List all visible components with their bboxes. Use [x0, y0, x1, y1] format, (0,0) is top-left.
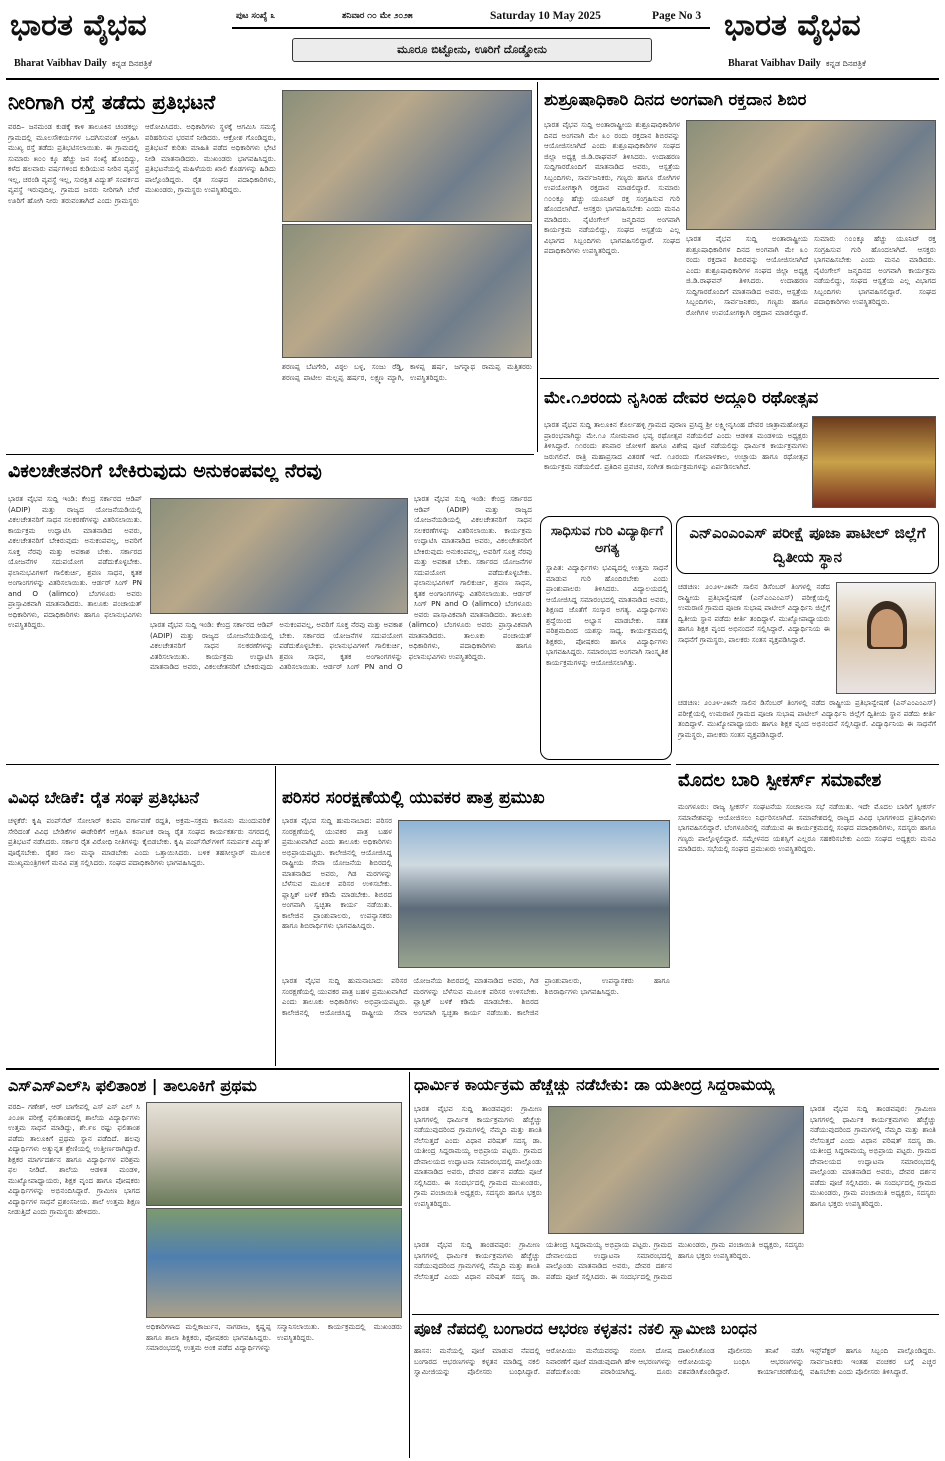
aid-distribution-photo — [150, 498, 408, 614]
divider — [409, 1072, 410, 1458]
article-body-cont: ಭಾರತ ವೈಭವ ಸುದ್ದಿ ತಾಂಡವಪುರ: ಗ್ರಾಮೀಣ ಭಾಗಗಳಲ್ಲಿ ಧಾರ್ಮಿಕ ಕಾರ್ಯಕ್ರಮಗಳು ಹೆಚ್ಚೆಚ್ಚು ನಡೆಯುವುದರಿಂದ ಗ್ರಾಮಗಳಲ್ಲಿ ನೆಮ್ಮದಿ ಮತ್ತು ಶಾಂತಿ ನೆಲೆಸುತ್ತದೆ ಎಂದು ವಿಧಾನ ಪರಿಷತ್ ಸದಸ್ಯ ಡಾ. ಯತೀಂದ್ರ ಸಿದ್ದರಾಮಯ್ಯ ಅಭಿಪ್ರಾಯ ಪಟ್ಟರು. ಗ್ರಾಮದ ದೇವಾಲಯದ ಉದ್ಘಾಟನಾ ಸಮಾರಂಭದಲ್ಲಿ ಪಾಲ್ಗೊಂಡು ಮಾತನಾಡಿದ ಅವರು, ದೇವರ ದರ್ಶನ ಪಡೆದು ಪೂಜೆ ಸಲ್ಲಿಸಿದರು. ಈ ಸಂದರ್ಭದಲ್ಲಿ ಗ್ರಾಮದ ಮುಖಂಡರು, ಗ್ರಾಮ ಪಂಚಾಯಿತಿ ಅಧ್ಯಕ್ಷರು, ಸದಸ್ಯರು ಹಾಗೂ ಭಕ್ತರು ಉಪಸ್ಥಿತರಿದ್ದರು. — [414, 1240, 804, 1281]
article-body-cont: ಭಾರತ ವೈಭವ ಸುದ್ದಿ ಇಂಡಿ: ಕೇಂದ್ರ ಸರ್ಕಾರದ ಆಡಿಪ್ (ADIP) ಮತ್ತು ರಾಜ್ಯದ ಯೋಜನೆಯಡಿಯಲ್ಲಿ ವಿಕಲಚೇತನರಿಗೆ ಸಾಧನ ಸಲಕರಣೆಗಳನ್ನು ವಿತರಿಸಲಾಯಿತು. ಕಾರ್ಯಕ್ರಮ ಉದ್ಘಾಟಿಸಿ ಮಾತನಾಡಿದ ಅವರು, ವಿಕಲಚೇತನರಿಗೆ ಬೇಕಿರುವುದು ಅನುಕಂಪವಲ್ಲ, ಅವರಿಗೆ ಸೂಕ್ತ ನೆರವು ಮತ್ತು ಅವಕಾಶ ಬೇಕು. ಸರ್ಕಾರದ ಯೋಜನೆಗಳ ಸದುಪಯೋಗ ಪಡೆದುಕೊಳ್ಳಬೇಕು. ಫಲಾನುಭವಿಗಳಿಗೆ ಗಾಲಿಕುರ್ಚಿ, ಶ್ರವಣ ಸಾಧನ, ಕೃತಕ ಅಂಗಾಂಗಗಳನ್ನು ವಿತರಿಸಲಾಯಿತು. ಆರ್ಡರ್ ಸಿಂಗ್ PN and O (alimco) ಬೆಂಗಳೂರು ಅವರು ಪ್ರಾಸ್ತಾವಿಕವಾಗಿ ಮಾತನಾಡಿದರು. ತಾಲೂಕು ಪಂಚಾಯತ್ ಅಧಿಕಾರಿಗಳು, ಪದಾಧಿಕಾರಿಗಳು ಹಾಗೂ ಫಲಾನುಭವಿಗಳು ಉಪಸ್ಥಿತರಿದ್ದರು. — [150, 620, 532, 671]
headline: ಧಾರ್ಮಿಕ ಕಾರ್ಯಕ್ರಮ ಹೆಚ್ಚೆಚ್ಚು ನಡೆಬೇಕು: ಡಾ ಯತೀಂದ್ರ ಸಿದ್ದರಾಮಯ್ಯ — [414, 1076, 775, 1094]
article-body-cont: ಅಧಿಕಾರಿಗಳಾದ ಮಲ್ಲಿಕಾರ್ಜುನ, ನಾಗರಾಜ, ಕೃಷ್ಣಪ್ಪ ಹಾಗೂ ಶಾಲಾ ಶಿಕ್ಷಕರು, ಪೋಷಕರು ಭಾಗವಹಿಸಿದ್ದರು. ಸಮಾರಂಭದಲ್ಲಿ ಉತ್ತಮ ಅಂಕ ಪಡೆದ ವಿದ್ಯಾರ್ಥಿಗಳನ್ನು ಸನ್ಮಾನಿಸಲಾಯಿತು. ಕಾರ್ಯಕ್ರಮದಲ್ಲಿ ಮುಖಂಡರು ಉಪಸ್ಥಿತರಿದ್ದರು. — [146, 1322, 402, 1352]
article-religious-events — [412, 1072, 939, 1312]
masthead-subtitle-kn-right: ಕನ್ನಡ ದಿನಪತ್ರಿಕೆ — [825, 59, 866, 68]
divider — [540, 378, 939, 379]
masthead-sub-left — [14, 51, 152, 70]
article-body: ಭಾರತ ವೈಭವ ಸುದ್ದಿ ಹುಮನಾಬಾದ: ಪರಿಸರ ಸಂರಕ್ಷಣೆಯಲ್ಲಿ ಯುವಕರ ಪಾತ್ರ ಬಹಳ ಪ್ರಮುಖವಾಗಿದೆ ಎಂದು ತಾಲೂಕು ಅಧಿಕಾರಿಗಳು ಅಭಿಪ್ರಾಯಪಟ್ಟರು. ಕಾಲೇಜಿನಲ್ಲಿ ಆಯೋಜಿಸಿದ್ದ ರಾಷ್ಟ್ರೀಯ ಸೇವಾ ಯೋಜನೆಯ ಶಿಬಿರದಲ್ಲಿ ಮಾತನಾಡಿದ ಅವರು, ಗಿಡ ಮರಗಳನ್ನು ಬೆಳೆಸುವ ಮೂಲಕ ಪರಿಸರ ಉಳಿಸಬೇಕು. ಪ್ಲಾಸ್ಟಿಕ್ ಬಳಕೆ ಕಡಿಮೆ ಮಾಡಬೇಕು. ಶಿಬಿರದ ಅಂಗವಾಗಿ ಸ್ವಚ್ಛತಾ ಕಾರ್ಯ ನಡೆಯಿತು. ಕಾಲೇಜಿನ ಪ್ರಾಂಶುಪಾಲರು, ಉಪನ್ಯಾಸಕರು ಹಾಗೂ ಶಿಬಿರಾರ್ಥಿಗಳು ಭಾಗವಹಿಸಿದ್ದರು. — [282, 816, 392, 930]
masthead-sub-right — [728, 51, 866, 70]
article-fake-swami — [412, 1316, 939, 1458]
article-environment — [278, 766, 672, 1066]
article-sslc-result — [6, 1072, 406, 1458]
article-body: ವರದಿ– ಗಣೇಶ್, ಆರ್ ಬಾಗೇಪಲ್ಲಿ ಎಸ್ ಎಸ್ ಎಲ್ ಸಿ ೨೦೨೫ ಪರೀಕ್ಷೆ ಫಲಿತಾಂಶದಲ್ಲಿ ಶಾಲೆಯ ವಿದ್ಯಾರ್ಥಿಗಳು ಉತ್ತಮ ಸಾಧನೆ ಮಾಡಿದ್ದು, ಶೇ.೯೮ ರಷ್ಟು ಫಲಿತಾಂಶ ಪಡೆದು ತಾಲೂಕಿಗೆ ಪ್ರಥಮ ಸ್ಥಾನ ಪಡೆದಿದೆ. ಹಲವು ವಿದ್ಯಾರ್ಥಿಗಳು ಅತ್ಯುನ್ನತ ಶ್ರೇಣಿಯಲ್ಲಿ ಉತ್ತೀರ್ಣರಾಗಿದ್ದಾರೆ. ಶಿಕ್ಷಕರ ಮಾರ್ಗದರ್ಶನ ಹಾಗೂ ವಿದ್ಯಾರ್ಥಿಗಳ ಪರಿಶ್ರಮ ಫಲ ನೀಡಿದೆ. ಶಾಲೆಯ ಆಡಳಿತ ಮಂಡಳಿ, ಮುಖ್ಯೋಪಾಧ್ಯಾಯರು, ಶಿಕ್ಷಕ ವೃಂದ ಹಾಗೂ ಪೋಷಕರು ವಿದ್ಯಾರ್ಥಿಗಳನ್ನು ಅಭಿನಂದಿಸಿದ್ದಾರೆ. ಗ್ರಾಮೀಣ ಭಾಗದ ವಿದ್ಯಾರ್ಥಿಗಳ ಸಾಧನೆ ಪ್ರಶಂಸನೀಯ. ಶಾಲೆ ಉತ್ತಮ ಶಿಕ್ಷಣ ನೀಡುತ್ತಿದೆ ಎಂದು ಗ್ರಾಮಸ್ಥರು ಹೇಳಿದರು. — [8, 1102, 140, 1216]
divider — [537, 82, 538, 452]
date-en: Saturday 10 May 2025 — [490, 10, 601, 22]
blood-donation-photo — [686, 120, 936, 230]
school-group-photo — [146, 1102, 402, 1206]
article-body-part: ಭಾರತ ವೈಭವ ಸುದ್ದಿ ಅಂತಾರಾಷ್ಟ್ರೀಯ ಶುಶ್ರೂಷಾಧಿಕಾರಿಗಳ ದಿನದ ಅಂಗವಾಗಿ ಮೇ ೩೦ ರಂದು ರಕ್ತದಾನ ಶಿಬಿರವನ್ನು ಆಯೋಜಿಸಲಾಗಿದೆ ಎಂದು ಶುಶ್ರೂಷಾಧಿಕಾರಿಗಳ ಸಂಘದ ಜಿಲ್ಲಾ ಅಧ್ಯಕ್ಷ ಜಿ.ಡಿ.ರಾಘವನ್ ತಿಳಿಸಿದರು. ಉದಾಹರಣ ಸುದ್ದಿಗಾರರೊಂದಿಗೆ ಮಾತನಾಡಿದ ಅವರು, ಆಸ್ಪತ್ರೆಯ ಸಿಬ್ಬಂದಿಗಳು, ಸಾರ್ವಜನಿಕರು, ಗಣ್ಯರು ಹಾಗೂ ರೋಗಿಗಳ ಉಪಯೋಗಕ್ಕಾಗಿ ರಕ್ತದಾನ ಮಾಡಲಿದ್ದಾರೆ. ಸುಮಾರು ೧೦೦ಕ್ಕೂ ಹೆಚ್ಚು ಯೂನಿಟ್ ರಕ್ತ ಸಂಗ್ರಹಿಸುವ ಗುರಿ ಹೊಂದಲಾಗಿದೆ. ಆಸಕ್ತರು ಭಾಗವಹಿಸಬೇಕು ಎಂದು ಮನವಿ ಮಾಡಿದರು. ನೈಟಿಂಗೇಲ್ ಜನ್ಮದಿನದ ಅಂಗವಾಗಿ ಕಾರ್ಯಕ್ರಮ ನಡೆಯಲಿದ್ದು, ಸಂಘದ ಆಸ್ಪತ್ರೆಯ ಎಲ್ಲ ವಿಭಾಗದ ಸಿಬ್ಬಂದಿಗಳು ಭಾಗವಹಿಸಲಿದ್ದಾರೆ. ಸಂಘದ ಪದಾಧಿಕಾರಿಗಳು ಉಪಸ್ಥಿತರಿದ್ದರು. — [544, 120, 680, 255]
article-rathotsava — [540, 380, 939, 512]
article-body: ಮಂಗಳೂರು: ರಾಜ್ಯ ಸ್ಪೀಕರ್ಸ್ ಸಂಘಟನೆಯ ಸಂಚಾಲನಾ ಸಭೆ ನಡೆಯಿತು. ಇದೇ ಮೊದಲ ಬಾರಿಗೆ ಸ್ಪೀಕರ್ಸ್ ಸಮಾವೇಶವನ್ನು ಆಯೋಜಿಸಲು ನಿರ್ಧರಿಸಲಾಗಿದೆ. ಸಮಾವೇಶದಲ್ಲಿ ರಾಜ್ಯದ ವಿವಿಧ ಭಾಗಗಳಿಂದ ಪ್ರತಿನಿಧಿಗಳು ಭಾಗವಹಿಸಲಿದ್ದಾರೆ. ಬೆಂಗಳೂರಿನಲ್ಲಿ ನಡೆಯುವ ಈ ಕಾರ್ಯಕ್ರಮದಲ್ಲಿ ಸಂಘದ ಪದಾಧಿಕಾರಿಗಳು, ಸದಸ್ಯರು ಹಾಗೂ ಗಣ್ಯರು ಪಾಲ್ಗೊಳ್ಳಲಿದ್ದಾರೆ. ಸಮ್ಮೇಳನದ ಯಶಸ್ಸಿಗೆ ಎಲ್ಲರೂ ಸಹಕರಿಸಬೇಕು ಎಂದು ಸಂಘದ ಅಧ್ಯಕ್ಷರು ಮನವಿ ಮಾಡಿದರು. ಸಭೆಯಲ್ಲಿ ಸಂಘದ ಪ್ರಮುಖರು ಉಪಸ್ಥಿತರಿದ್ದರು. — [678, 802, 936, 853]
headline: ಎನ್‌ಎಂಎಂಎಸ್ ಪರೀಕ್ಷೆ ಪೂಜಾ ಪಾಟೀಲ್ ಜಿಲ್ಲೆಗೆ ದ್ವಿತೀಯ ಸ್ಥಾನ — [676, 516, 939, 574]
article-body: ಭಾರತ ವೈಭವ ಸುದ್ದಿ ತಾಲೂಕಿನ ಕೊರ್ಲಹಳ್ಳಿ ಗ್ರಾಮದ ಪುರಾಣ ಪ್ರಸಿದ್ಧ ಶ್ರೀ ಲಕ್ಷ್ಮೀನೃಸಿಂಹ ದೇವರ ಜಾತ್ರಾಮಹೋತ್ಸವ ಪ್ರಾರಂಭವಾಗಿದ್ದು ಮೇ.೧೨ ಸೋಮವಾರ ಭವ್ಯ ರಥೋತ್ಸವ ನಡೆಯಲಿದೆ ಎಂದು ಆಡಳಿತ ಮಂಡಳಿಯ ಅಧ್ಯಕ್ಷರು ತಿಳಿಸಿದ್ದಾರೆ. ೧೧ರಂದು ಶನಿವಾರ ಜೋಳಿಗೆ ಹಾಗೂ ವಿಶೇಷ ಪೂಜೆ ನಡೆಯಲಿದ್ದು ಧಾರ್ಮಿಕ ಕಾರ್ಯಕ್ರಮಗಳು ಜರುಗಲಿವೆ. ರಾತ್ರಿ ಮಹಾಪ್ರಸಾದ ವಿತರಣೆ ಇದೆ. ೧೨ರಂದು ಗೋಪಾಳಕಾಲ, ಉಚ್ಛಾಯ ಹಾಗೂ ರಥೋತ್ಸವ ಕಾರ್ಯಕ್ರಮ ನಡೆಯಲಿದೆ. ಪ್ರತಿದಿನ ಪ್ರವಚನ, ಸಂಗೀತ ಕಾರ್ಯಕ್ರಮಗಳನ್ನು ಏರ್ಪಡಿಸಲಾಗಿದೆ. — [544, 420, 808, 471]
headline: ಮೊದಲ ಬಾರಿ ಸ್ಪೀಕರ್ಸ್ ಸಮಾವೇಶ — [678, 770, 882, 791]
masthead-rule — [6, 78, 939, 80]
article-body: ವರದಿ– ಜನಮಂಡ ಕುಡಕ್ಕೆ ಕಾಳಿ ತಾಲೂಕಿನ ಚಂಡಕಲ್ಲು ಗ್ರಾಮದಲ್ಲಿ ಮೂಲಸೌಕರ್ಯಗಳ ಒದಗಿಸುವಂತೆ ಆಗ್ರಹಿಸಿ ಮುಖ್ಯ ರಸ್ತೆ ತಡೆದು ಪ್ರತಿಭಟಿಸಲಾಯಿತು. ಈ ಗ್ರಾಮದಲ್ಲಿ ಸುಮಾರು ೫೦೦ ಕ್ಕೂ ಹೆಚ್ಚು ಜನ ಸಂಖ್ಯೆ ಹೊಂದಿದ್ದು, ಕಳೆದ ಹಲವಾರು ವರ್ಷಗಳಿಂದ ಕುಡಿಯುವ ನೀರಿನ ವ್ಯವಸ್ಥೆ ಇಲ್ಲ, ಚರಂಡಿ ವ್ಯವಸ್ಥೆ ಇಲ್ಲ, ಸುರಕ್ಷಿತ ವಿದ್ಯುತ್ ಸಂಪರ್ಕದ ವ್ಯವಸ್ಥೆ ಇರುವುದಿಲ್ಲ. ಗ್ರಾಮದ ಜನರು ನೀರಿಗಾಗಿ ಬೇರೆ ಊರಿಗೆ ಹೋಗಿ ನೀರು ತರುವಂತಾಗಿದೆ ಎಂದು ಗ್ರಾಮಸ್ಥರು ಆರೋಪಿಸಿದರು. ಅಧಿಕಾರಿಗಳು ಸ್ಥಳಕ್ಕೆ ಆಗಮಿಸಿ ಸಮಸ್ಯೆ ಪರಿಹರಿಸುವ ಭರವಸೆ ನೀಡಿದರು. ಆಕ್ರೋಶ ಗೊಂಡಿದ್ದರು, ಪ್ರತಿಭಟನೆ ಕುರಿತು ಮಾಹಿತಿ ಪಡೆದ ಅಧಿಕಾರಿಗಳು ಭೇಟಿ ನೀಡಿ ಮಾತನಾಡಿದರು. ಮುಖಂಡರು ಭಾಗವಹಿಸಿದ್ದರು. ಪ್ರತಿಭಟನೆಯಲ್ಲಿ ಮಹಿಳೆಯರು ಖಾಲಿ ಕೊಡಗಳನ್ನು ಹಿಡಿದು ಪಾಲ್ಗೊಂಡಿದ್ದರು. ರೈತ ಸಂಘದ ಪದಾಧಿಕಾರಿಗಳು, ಮುಖಂಡರು, ಗ್ರಾಮಸ್ಥರು ಉಪಸ್ಥಿತರಿದ್ದರು. — [8, 122, 276, 205]
article-body: ಭಾರತ ವೈಭವ ಸುದ್ದಿ ತಾಂಡವಪುರ: ಗ್ರಾಮೀಣ ಭಾಗಗಳಲ್ಲಿ ಧಾರ್ಮಿಕ ಕಾರ್ಯಕ್ರಮಗಳು ಹೆಚ್ಚೆಚ್ಚು ನಡೆಯುವುದರಿಂದ ಗ್ರಾಮಗಳಲ್ಲಿ ನೆಮ್ಮದಿ ಮತ್ತು ಶಾಂತಿ ನೆಲೆಸುತ್ತದೆ ಎಂದು ವಿಧಾನ ಪರಿಷತ್ ಸದಸ್ಯ ಡಾ. ಯತೀಂದ್ರ ಸಿದ್ದರಾಮಯ್ಯ ಅಭಿಪ್ರಾಯ ಪಟ್ಟರು. ಗ್ರಾಮದ ದೇವಾಲಯದ ಉದ್ಘಾಟನಾ ಸಮಾರಂಭದಲ್ಲಿ ಪಾಲ್ಗೊಂಡು ಮಾತನಾಡಿದ ಅವರು, ದೇವರ ದರ್ಶನ ಪಡೆದು ಪೂಜೆ ಸಲ್ಲಿಸಿದರು. ಈ ಸಂದರ್ಭದಲ್ಲಿ ಗ್ರಾಮದ ಮುಖಂಡರು, ಗ್ರಾಮ ಪಂಚಾಯಿತಿ ಅಧ್ಯಕ್ಷರು, ಸದಸ್ಯರು ಹಾಗೂ ಭಕ್ತರು ಉಪಸ್ಥಿತರಿದ್ದರು. — [414, 1104, 542, 1208]
article-blood-donation — [540, 82, 939, 376]
article-body: ಸ್ಥಾಪಿತ: ವಿದ್ಯಾರ್ಥಿಗಳು ಭವಿಷ್ಯದಲ್ಲಿ ಉತ್ತಮ ಸಾಧನೆ ಮಾಡುವ ಗುರಿ ಹೊಂದಿರಬೇಕು ಎಂದು ಪ್ರಾಂಶುಪಾಲರು ತಿಳಿಸಿದರು. ವಿದ್ಯಾಲಯದಲ್ಲಿ ಆಯೋಜಿಸಿದ್ದ ಸಮಾರಂಭದಲ್ಲಿ ಮಾತನಾಡಿದ ಅವರು, ಶಿಕ್ಷಣದ ಜೊತೆಗೆ ಸಂಸ್ಕಾರ ಅಗತ್ಯ. ವಿದ್ಯಾರ್ಥಿಗಳು ಶ್ರದ್ಧೆಯಿಂದ ಅಭ್ಯಾಸ ಮಾಡಬೇಕು. ಸತತ ಪರಿಶ್ರಮದಿಂದ ಯಶಸ್ಸು ಸಾಧ್ಯ. ಕಾರ್ಯಕ್ರಮದಲ್ಲಿ ಶಿಕ್ಷಕರು, ಪೋಷಕರು ಹಾಗೂ ವಿದ್ಯಾರ್ಥಿಗಳು ಭಾಗವಹಿಸಿದ್ದರು. ಸಮಾರಂಭದ ಅಂಗವಾಗಿ ಸಾಂಸ್ಕೃತಿಕ ಕಾರ್ಯಕ್ರಮಗಳನ್ನು ಆಯೋಜಿಸಲಾಗಿತ್ತು. — [546, 563, 668, 667]
divider — [6, 454, 534, 455]
headline: ಎಸ್‌ಎಸ್‌ಎಲ್‌ಸಿ ಫಲಿತಾಂಶ | ತಾಲೂಕಿಗೆ ಪ್ರಥಮ — [8, 1076, 257, 1095]
masthead-slogan: ಮೂರೂ ಬಿಟ್ಟೋನು, ಊರಿಗೆ ದೊಡ್ಡೋನು — [292, 38, 652, 62]
masthead-title-right: ಭಾರತ ವೈಭವ — [724, 8, 861, 43]
yathindra-event-photo — [548, 1106, 804, 1234]
headline: ನೀರಿಗಾಗಿ ರಸ್ತೆ ತಡೆದು ಪ್ರತಿಭಟನೆ — [8, 90, 216, 114]
article-water-protest — [6, 82, 534, 452]
headline: ವಿವಿಧ ಬೇಡಿಕೆ: ರೈತ ಸಂಘ ಪ್ರತಿಭಟನೆ — [8, 788, 199, 807]
article-body: ಚಡಚಣ: ೨೦೨೪-೨೫ನೇ ಸಾಲಿನ ಡಿಸೆಂಬರ್ ತಿಂಗಳಲ್ಲಿ ನಡೆದ ರಾಷ್ಟ್ರೀಯ ಪ್ರತಿಭಾನ್ವೇಷಣೆ (ಎನ್‌ಎಂಎಂಎಸ್) ಪರೀಕ್ಷೆಯಲ್ಲಿ ಉಮರಾಣಿ ಗ್ರಾಮದ ಪೂಜಾ ಸುಭಾಷ ಪಾಟೀಲ್ ವಿದ್ಯಾರ್ಥಿನಿ ಜಿಲ್ಲೆಗೆ ದ್ವಿತೀಯ ಸ್ಥಾನ ಪಡೆದು ಕೀರ್ತಿ ತಂದಿದ್ದಾಳೆ. ಮುಖ್ಯೋಪಾಧ್ಯಾಯರು ಹಾಗೂ ಶಿಕ್ಷಕ ವೃಂದ ಅಭಿನಂದನೆ ಸಲ್ಲಿಸಿದ್ದಾರೆ. ವಿದ್ಯಾರ್ಥಿನಿಯ ಈ ಸಾಧನೆಗೆ ಗ್ರಾಮಸ್ಥರು, ಪಾಲಕರು ಸಂತಸ ವ್ಯಕ್ತಪಡಿಸಿದ್ದಾರೆ. — [678, 582, 830, 644]
article-farmers-protest — [6, 766, 272, 1066]
article-body: ಹಾಸನ: ಮನೆಯಲ್ಲಿ ಪೂಜೆ ಮಾಡುವ ನೆಪದಲ್ಲಿ ಬಂಗಾರದ ಆಭರಣಗಳನ್ನು ಕಳ್ಳತನ ಮಾಡಿದ್ದ ನಕಲಿ ಸ್ವಾಮೀಜಿಯನ್ನು ಪೊಲೀಸರು ಬಂಧಿಸಿದ್ದಾರೆ. ಆರೋಪಿಯು ಮನೆಯವರನ್ನು ನಂಬಿಸಿ ದೋಷ ನಿವಾರಣೆಗೆ ಪೂಜೆ ಮಾಡುವುದಾಗಿ ಹೇಳಿ ಆಭರಣಗಳನ್ನು ಪಡೆದುಕೊಂಡು ಪರಾರಿಯಾಗಿದ್ದ. ದೂರು ದಾಖಲಿಸಿಕೊಂಡ ಪೊಲೀಸರು ತನಿಖೆ ನಡೆಸಿ ಆರೋಪಿಯನ್ನು ಬಂಧಿಸಿ ಆಭರಣಗಳನ್ನು ವಶಪಡಿಸಿಕೊಂಡಿದ್ದಾರೆ. ಕಾರ್ಯಾಚರಣೆಯಲ್ಲಿ ಇನ್ಸ್‌ಪೆಕ್ಟರ್ ಹಾಗೂ ಸಿಬ್ಬಂದಿ ಪಾಲ್ಗೊಂಡಿದ್ದರು. ಸಾರ್ವಜನಿಕರು ಇಂತಹ ವಂಚಕರ ಬಗ್ಗೆ ಎಚ್ಚರ ವಹಿಸಬೇಕು ಎಂದು ಪೊಲೀಸರು ತಿಳಿಸಿದ್ದಾರೆ. — [414, 1346, 936, 1376]
article-speakers-meet — [676, 766, 939, 1066]
divider — [676, 764, 939, 765]
masthead-title-left: ಭಾರತ ವೈಭವ — [10, 8, 147, 43]
article-body: ಚಳ್ಳಕೆರೆ: ಕೃಷಿ ಪಂಪ್‌ಸೆಟ್ ಸೋಲಾರ್ ಕಂಪನಿ ವರ್ಗಾವಣೆ ರದ್ದತಿ, ಅಕ್ರಮ–ಸಕ್ರಮ ಕಾನೂನು ಮುಂದುವರಿಕೆ ಸೇರಿದಂತೆ ವಿವಿಧ ಬೇಡಿಕೆಗಳ ಈಡೇರಿಕೆಗೆ ಆಗ್ರಹಿಸಿ ಕರ್ನಾಟಕ ರಾಜ್ಯ ರೈತ ಸಂಘದ ಕಾರ್ಯಕರ್ತರು ನಗರದಲ್ಲಿ ಪ್ರತಿಭಟನೆ ನಡೆಸಿದರು. ಸರ್ಕಾರ ರೈತ ವಿರೋಧಿ ನೀತಿಗಳನ್ನು ಕೈಬಿಡಬೇಕು. ಕೃಷಿ ಪಂಪ್‌ಸೆಟ್‌ಗಳಿಗೆ ಸಮರ್ಪಕ ವಿದ್ಯುತ್ ಪೂರೈಸಬೇಕು. ರೈತರ ಸಾಲ ಮನ್ನಾ ಮಾಡಬೇಕು ಎಂದು ಒತ್ತಾಯಿಸಿದರು. ಬಳಿಕ ತಹಸೀಲ್ದಾರ್ ಮೂಲಕ ಮುಖ್ಯಮಂತ್ರಿಗಳಿಗೆ ಮನವಿ ಪತ್ರ ಸಲ್ಲಿಸಿದರು. ಸಂಘದ ಪದಾಧಿಕಾರಿಗಳು ಭಾಗವಹಿಸಿದ್ದರು. — [8, 816, 270, 867]
protest-photo-2 — [282, 224, 532, 358]
date-kn: ಶನಿವಾರ ೧೦ ಮೇ ೨೦೨೫ — [342, 11, 413, 21]
masthead-subtitle-kn: ಕನ್ನಡ ದಿನಪತ್ರಿಕೆ — [111, 59, 152, 68]
masthead — [6, 3, 939, 75]
student-portrait — [836, 582, 936, 694]
divider — [275, 766, 276, 1066]
divider — [412, 1314, 939, 1315]
article-body-col1: ಭಾರತ ವೈಭವ ಸುದ್ದಿ ಇಂಡಿ: ಕೇಂದ್ರ ಸರ್ಕಾರದ ಆಡಿಪ್ (ADIP) ಮತ್ತು ರಾಜ್ಯದ ಯೋಜನೆಯಡಿಯಲ್ಲಿ ವಿಕಲಚೇತನರಿಗೆ ಸಾಧನ ಸಲಕರಣೆಗಳನ್ನು ವಿತರಿಸಲಾಯಿತು. ಕಾರ್ಯಕ್ರಮ ಉದ್ಘಾಟಿಸಿ ಮಾತನಾಡಿದ ಅವರು, ವಿಕಲಚೇತನರಿಗೆ ಬೇಕಿರುವುದು ಅನುಕಂಪವಲ್ಲ, ಅವರಿಗೆ ಸೂಕ್ತ ನೆರವು ಮತ್ತು ಅವಕಾಶ ಬೇಕು. ಸರ್ಕಾರದ ಯೋಜನೆಗಳ ಸದುಪಯೋಗ ಪಡೆದುಕೊಳ್ಳಬೇಕು. ಫಲಾನುಭವಿಗಳಿಗೆ ಗಾಲಿಕುರ್ಚಿ, ಶ್ರವಣ ಸಾಧನ, ಕೃತಕ ಅಂಗಾಂಗಗಳನ್ನು ವಿತರಿಸಲಾಯಿತು. ಆರ್ಡರ್ ಸಿಂಗ್ PN and O (alimco) ಬೆಂಗಳೂರು ಅವರು ಪ್ರಾಸ್ತಾವಿಕವಾಗಿ ಮಾತನಾಡಿದರು. ತಾಲೂಕು ಪಂಚಾಯತ್ ಅಧಿಕಾರಿಗಳು, ಪದಾಧಿಕಾರಿಗಳು ಹಾಗೂ ಫಲಾನುಭವಿಗಳು ಉಪಸ್ಥಿತರಿದ್ದರು. — [8, 494, 142, 629]
article-body-cont: ಭಾರತ ವೈಭವ ಸುದ್ದಿ ಹುಮನಾಬಾದ: ಪರಿಸರ ಸಂರಕ್ಷಣೆಯಲ್ಲಿ ಯುವಕರ ಪಾತ್ರ ಬಹಳ ಪ್ರಮುಖವಾಗಿದೆ ಎಂದು ತಾಲೂಕು ಅಧಿಕಾರಿಗಳು ಅಭಿಪ್ರಾಯಪಟ್ಟರು. ಕಾಲೇಜಿನಲ್ಲಿ ಆಯೋಜಿಸಿದ್ದ ರಾಷ್ಟ್ರೀಯ ಸೇವಾ ಯೋಜನೆಯ ಶಿಬಿರದಲ್ಲಿ ಮಾತನಾಡಿದ ಅವರು, ಗಿಡ ಮರಗಳನ್ನು ಬೆಳೆಸುವ ಮೂಲಕ ಪರಿಸರ ಉಳಿಸಬೇಕು. ಪ್ಲಾಸ್ಟಿಕ್ ಬಳಕೆ ಕಡಿಮೆ ಮಾಡಬೇಕು. ಶಿಬಿರದ ಅಂಗವಾಗಿ ಸ್ವಚ್ಛತಾ ಕಾರ್ಯ ನಡೆಯಿತು. ಕಾಲೇಜಿನ ಪ್ರಾಂಶುಪಾಲರು, ಉಪನ್ಯಾಸಕರು ಹಾಗೂ ಶಿಬಿರಾರ್ಥಿಗಳು ಭಾಗವಹಿಸಿದ್ದರು. — [282, 976, 670, 1017]
headline: ಮೇ.೧೨ರಂದು ನೃಸಿಂಹ ದೇವರ ಅದ್ಧೂರಿ ರಥೋತ್ಸವ — [544, 388, 819, 407]
article-body-col4: ಭಾರತ ವೈಭವ ಸುದ್ದಿ ಇಂಡಿ: ಕೇಂದ್ರ ಸರ್ಕಾರದ ಆಡಿಪ್ (ADIP) ಮತ್ತು ರಾಜ್ಯದ ಯೋಜನೆಯಡಿಯಲ್ಲಿ ವಿಕಲಚೇತನರಿಗೆ ಸಾಧನ ಸಲಕರಣೆಗಳನ್ನು ವಿತರಿಸಲಾಯಿತು. ಕಾರ್ಯಕ್ರಮ ಉದ್ಘಾಟಿಸಿ ಮಾತನಾಡಿದ ಅವರು, ವಿಕಲಚೇತನರಿಗೆ ಬೇಕಿರುವುದು ಅನುಕಂಪವಲ್ಲ, ಅವರಿಗೆ ಸೂಕ್ತ ನೆರವು ಮತ್ತು ಅವಕಾಶ ಬೇಕು. ಸರ್ಕಾರದ ಯೋಜನೆಗಳ ಸದುಪಯೋಗ ಪಡೆದುಕೊಳ್ಳಬೇಕು. ಫಲಾನುಭವಿಗಳಿಗೆ ಗಾಲಿಕುರ್ಚಿ, ಶ್ರವಣ ಸಾಧನ, ಕೃತಕ ಅಂಗಾಂಗಗಳನ್ನು ವಿತರಿಸಲಾಯಿತು. ಆರ್ಡರ್ ಸಿಂಗ್ PN and O (alimco) ಬೆಂಗಳೂರು ಅವರು ಪ್ರಾಸ್ತಾವಿಕವಾಗಿ ಮಾತನಾಡಿದರು. ತಾಲೂಕು — [414, 494, 532, 618]
photo-caption: ಶರಣಪ್ಪ ಬೆಟಗೇರಿ, ವಿಠ್ಠಲ ಬಳ್ಳ, ಸಂಜು ರೆಡ್ಡಿ, ಶರಣಪ್ಪ ಪಾಟೀಲ ಮಲ್ಲಪ್ಪ ಹರ್ಷರ, ಲಕ್ಷ್ಮಣ ಮ್ಯಾಗಿ, ಕಾಳಪ್ಪ ಹರ್ಷ, ಜಗನ್ನಾಥ ರಾಮಪ್ಪ ಮತ್ತಿತರರು ಉಪಸ್ಥಿತರಿದ್ದರು. — [282, 362, 532, 382]
masthead-subtitle-en: Bharat Vaibhav Daily — [14, 58, 107, 69]
divider — [6, 764, 671, 765]
article-body-cont: ಭಾರತ ವೈಭವ ಸುದ್ದಿ ಅಂತಾರಾಷ್ಟ್ರೀಯ ಶುಶ್ರೂಷಾಧಿಕಾರಿಗಳ ದಿನದ ಅಂಗವಾಗಿ ಮೇ ೩೦ ರಂದು ರಕ್ತದಾನ ಶಿಬಿರವನ್ನು ಆಯೋಜಿಸಲಾಗಿದೆ ಎಂದು ಶುಶ್ರೂಷಾಧಿಕಾರಿಗಳ ಸಂಘದ ಜಿಲ್ಲಾ ಅಧ್ಯಕ್ಷ ಜಿ.ಡಿ.ರಾಘವನ್ ತಿಳಿಸಿದರು. ಉದಾಹರಣ ಸುದ್ದಿಗಾರರೊಂದಿಗೆ ಮಾತನಾಡಿದ ಅವರು, ಆಸ್ಪತ್ರೆಯ ಸಿಬ್ಬಂದಿಗಳು, ಸಾರ್ವಜನಿಕರು, ಗಣ್ಯರು ಹಾಗೂ ರೋಗಿಗಳ ಉಪಯೋಗಕ್ಕಾಗಿ ರಕ್ತದಾನ ಮಾಡಲಿದ್ದಾರೆ. ಸುಮಾರು ೧೦೦ಕ್ಕೂ ಹೆಚ್ಚು ಯೂನಿಟ್ ರಕ್ತ ಸಂಗ್ರಹಿಸುವ ಗುರಿ ಹೊಂದಲಾಗಿದೆ. ಆಸಕ್ತರು ಭಾಗವಹಿಸಬೇಕು ಎಂದು ಮನವಿ ಮಾಡಿದರು. ನೈಟಿಂಗೇಲ್ ಜನ್ಮದಿನದ ಅಂಗವಾಗಿ ಕಾರ್ಯಕ್ರಮ ನಡೆಯಲಿದ್ದು, ಸಂಘದ ಆಸ್ಪತ್ರೆಯ ಎಲ್ಲ ವಿಭಾಗದ ಸಿಬ್ಬಂದಿಗಳು ಭಾಗವಹಿಸಲಿದ್ದಾರೆ. ಸಂಘದ ಪದಾಧಿಕಾರಿಗಳು ಉಪಸ್ಥಿತರಿದ್ದರು. — [686, 234, 936, 317]
masthead-center — [232, 5, 710, 73]
masthead-subtitle-en-right: Bharat Vaibhav Daily — [728, 58, 821, 69]
article-body-col4: ಭಾರತ ವೈಭವ ಸುದ್ದಿ ತಾಂಡವಪುರ: ಗ್ರಾಮೀಣ ಭಾಗಗಳಲ್ಲಿ ಧಾರ್ಮಿಕ ಕಾರ್ಯಕ್ರಮಗಳು ಹೆಚ್ಚೆಚ್ಚು ನಡೆಯುವುದರಿಂದ ಗ್ರಾಮಗಳಲ್ಲಿ ನೆಮ್ಮದಿ ಮತ್ತು ಶಾಂತಿ ನೆಲೆಸುತ್ತದೆ ಎಂದು ವಿಧಾನ ಪರಿಷತ್ ಸದಸ್ಯ ಡಾ. ಯತೀಂದ್ರ ಸಿದ್ದರಾಮಯ್ಯ ಅಭಿಪ್ರಾಯ ಪಟ್ಟರು. ಗ್ರಾಮದ ದೇವಾಲಯದ ಉದ್ಘಾಟನಾ ಸಮಾರಂಭದಲ್ಲಿ ಪಾಲ್ಗೊಂಡು ಮಾತನಾಡಿದ ಅವರು, ದೇವರ ದರ್ಶನ ಪಡೆದು ಪೂಜೆ ಸಲ್ಲಿಸಿದರು. ಈ ಸಂದರ್ಭದಲ್ಲಿ ಗ್ರಾಮದ ಮುಖಂಡರು, ಗ್ರಾಮ ಪಂಚಾಯಿತಿ ಅಧ್ಯಕ್ಷರು, ಸದಸ್ಯರು ಹಾಗೂ ಭಕ್ತರು ಉಪಸ್ಥಿತರಿದ್ದರು. — [810, 1104, 936, 1208]
issue-line — [232, 5, 710, 29]
article-student-goal — [540, 516, 672, 760]
students-assembly-photo — [146, 1208, 402, 1318]
deity-photo — [812, 416, 936, 508]
protest-photo-1 — [282, 90, 532, 222]
headline: ಸಾಧಿಸುವ ಗುರಿ ವಿದ್ಯಾರ್ಥಿಗೆ ಅಗತ್ಯ — [550, 524, 664, 556]
divider — [6, 1068, 939, 1070]
article-nmms — [676, 516, 939, 762]
article-body-cont: ಚಡಚಣ: ೨೦೨೪-೨೫ನೇ ಸಾಲಿನ ಡಿಸೆಂಬರ್ ತಿಂಗಳಲ್ಲಿ ನಡೆದ ರಾಷ್ಟ್ರೀಯ ಪ್ರತಿಭಾನ್ವೇಷಣೆ (ಎನ್‌ಎಂಎಂಎಸ್) ಪರೀಕ್ಷೆಯಲ್ಲಿ ಉಮರಾಣಿ ಗ್ರಾಮದ ಪೂಜಾ ಸುಭಾಷ ಪಾಟೀಲ್ ವಿದ್ಯಾರ್ಥಿನಿ ಜಿಲ್ಲೆಗೆ ದ್ವಿತೀಯ ಸ್ಥಾನ ಪಡೆದು ಕೀರ್ತಿ ತಂದಿದ್ದಾಳೆ. ಮುಖ್ಯೋಪಾಧ್ಯಾಯರು ಹಾಗೂ ಶಿಕ್ಷಕ ವೃಂದ ಅಭಿನಂದನೆ ಸಲ್ಲಿಸಿದ್ದಾರೆ. ವಿದ್ಯಾರ್ಥಿನಿಯ ಈ ಸಾಧನೆಗೆ ಗ್ರಾಮಸ್ಥರು, ಪಾಲಕರು ಸಂತಸ ವ್ಯಕ್ತಪಡಿಸಿದ್ದಾರೆ. — [678, 698, 936, 739]
nss-camp-photo — [398, 820, 670, 968]
headline: ಪೂಜೆ ನೆಪದಲ್ಲಿ ಬಂಗಾರದ ಆಭರಣ ಕಳ್ಳತನ: ನಕಲಿ ಸ್ವಾಮೀಜಿ ಬಂಧನ — [414, 1320, 757, 1338]
headline: ಶುಶ್ರೂಷಾಧಿಕಾರಿ ದಿನದ ಅಂಗವಾಗಿ ರಕ್ತದಾನ ಶಿಬಿರ — [544, 90, 807, 109]
headline: ಪರಿಸರ ಸಂರಕ್ಷಣೆಯಲ್ಲಿ ಯುವಕರ ಪಾತ್ರ ಪ್ರಮುಖ — [282, 788, 545, 808]
issue-kn: ಪುಟ ಸಂಖ್ಯೆ ೩ — [236, 11, 276, 21]
article-disabled-aid — [6, 456, 534, 756]
headline: ವಿಕಲಚೇತನರಿಗೆ ಬೇಕಿರುವುದು ಅನುಕಂಪವಲ್ಲ ನೆರವು — [8, 460, 322, 482]
page-number: Page No 3 — [652, 10, 702, 22]
